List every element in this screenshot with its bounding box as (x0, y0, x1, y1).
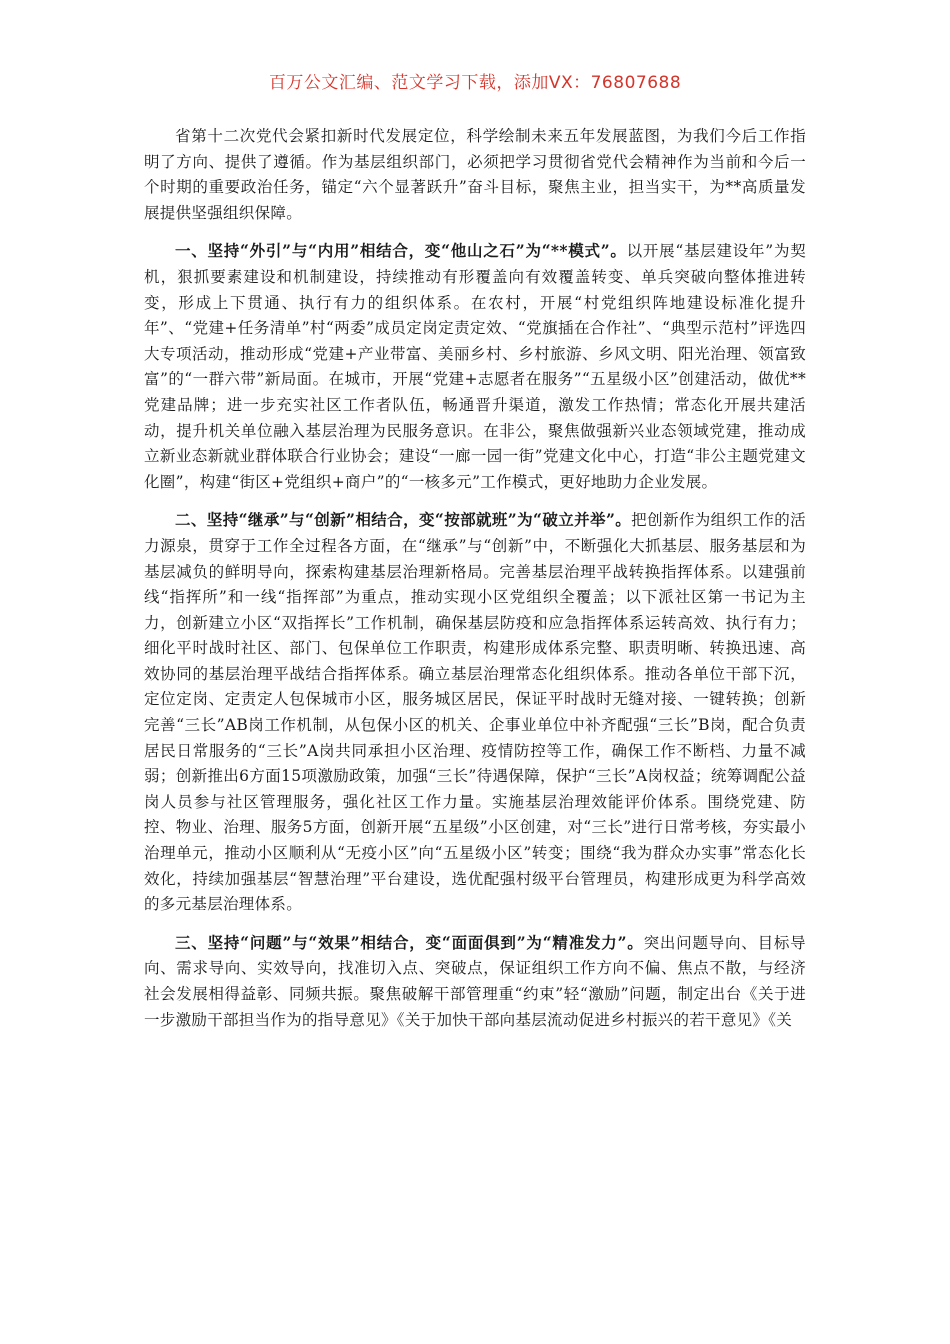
section-1-body: 以开展“基层建设年”为契机，狠抓要素建设和机制建设，持续推动有形覆盖向有效覆盖转变、单兵突破向整体推进转变，形成上下贯通、执行有力的组织体系。在农村，开展“村党组织阵地建设标准化提升年”、“党建+任务清单”村“两委”成员定岗定责定效、“党旗插在合作社”、“典型示范村”评选四大专项活动，推动形成“党建+产业带富、美丽乡村、乡村旅游、乡风文明、阳光治理、领富致富”的“一群六带”新局面。在城市，开展“党建+志愿者在服务”“五星级小区”创建活动，做优**党建品牌；进一步充实社区工作者队伍，畅通晋升渠道，激发工作热情；常态化开展共建活动，提升机关单位融入基层治理为民服务意识。在非公，聚焦做强新兴业态领域党建，推动成立新业态新就业群体联合行业协会；建设“一廊一园一街”党建文化中心，打造“非公主题党建文化圈”，构建“街区+党组织+商户”的“一核多元”工作模式，更好地助力企业发展。 (144, 242, 806, 491)
section-3-body: 突出问题导向、目标导向、需求导向、实效导向，找准切入点、突破点，保证组织工作方向不偏、焦点不散，与经济社会发展相得益彰、同频共振。聚焦破解干部管理重“约束”轻“激励”问题，制定出台《关于进一步激励干部担当作为的指导意见》《关于加快干部向基层流动促进乡村振兴的若干意见》《关 (144, 933, 806, 1029)
watermark-banner: 百万公文汇编、范文学习下载，添加VX：76807688 (268, 73, 682, 93)
document-body (144, 124, 806, 1045)
intro-paragraph: 省第十二次党代会紧扣新时代发展定位，科学绘制未来五年发展蓝图，为我们今后工作指明了方向、提供了遵循。作为基层组织部门，必须把学习贯彻省党代会精神作为当前和今后一个时期的重要政治任务，锚定“六个显著跃升”奋斗目标，聚焦主业，担当实干，为**高质量发展提供坚强组织保障。 (144, 127, 806, 222)
section-2-heading: 二、坚持“继承”与“创新”相结合，变“按部就班”为“破立并举”。 (175, 510, 632, 530)
section-3-paragraph (144, 930, 806, 1033)
section-1-heading: 一、坚持“外引”与“内用”相结合，变“他山之石”为“**模式”。 (175, 241, 627, 261)
section-2-body: 把创新作为组织工作的活力源泉，贯穿于工作全过程各方面，在“继承”与“创新”中，不断强化大抓基层、服务基层和为基层减负的鲜明导向，探索构建基层治理新格局。完善基层治理平战转换指挥体系。以建强前线“指挥所”和一线“指挥部”为重点，推动实现小区党组织全覆盖；以下派社区第一书记为主力，创新建立小区“双指挥长”工作机制，确保基层防疫和应急指挥体系运转高效、执行有力；细化平时战时社区、部门、包保单位工作职责，构建形成体系完整、职责明晰、转换迅速、高效协同的基层治理平战结合指挥体系。确立基层治理常态化组织体系。推动各单位干部下沉，定位定岗、定责定人包保城市小区，服务城区居民，保证平时战时无缝对接、一键转换；创新完善“三长”AB岗工作机制，从包保小区的机关、企事业单位中补齐配强“三长”B岗，配合负责居民日常服务的“三长”A岗共同承担小区治理、疫情防控等工作，确保工作不断档、力量不减弱；创新推出6方面15项激励政策，加强“三长”待遇保障，保护“三长”A岗权益；统筹调配公益岗人员参与社区管理服务，强化社区工作力量。实施基层治理效能评价体系。围绕党建、防控、物业、治理、服务5方面，创新开展“五星级”小区创建，对“三长”进行日常考核，夯实最小治理单元，推动小区顺利从“无疫小区”向“五星级小区”转变；围绕“我为群众办实事”常态化长效化，持续加强基层“智慧治理”平台建设，选优配强村级平台管理员，构建形成更为科学高效的多元基层治理体系。 (144, 511, 806, 914)
section-3-heading: 三、坚持“问题”与“效果”相结合，变“面面俱到”为“精准发力”。 (175, 932, 644, 952)
section-2-paragraph (144, 507, 806, 918)
section-1-paragraph (144, 238, 806, 495)
